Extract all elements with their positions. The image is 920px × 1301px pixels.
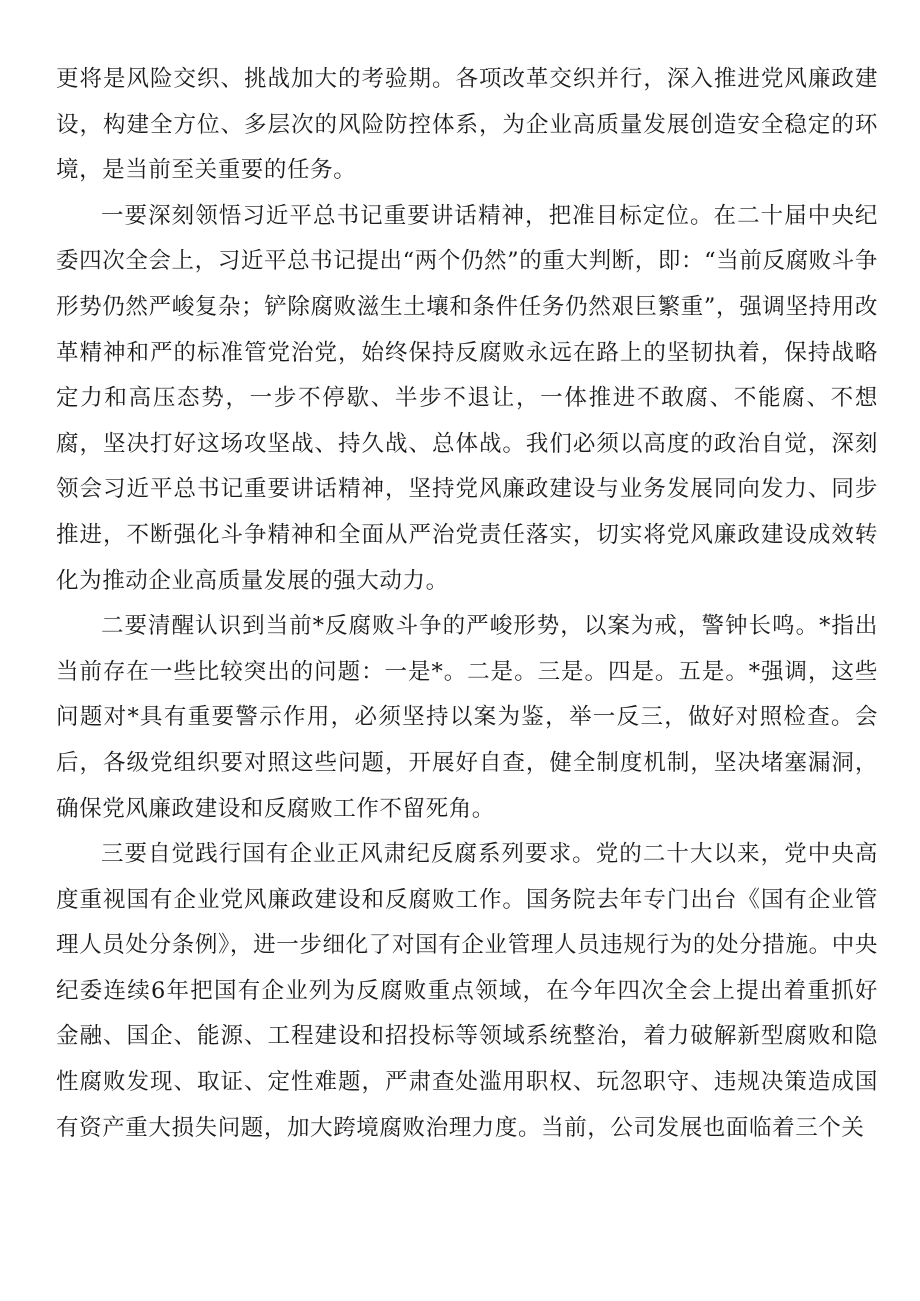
paragraph-point-three: 三要自觉践行国有企业正风肃纪反腐系列要求。党的二十大以来，党中央高度重视国有企业党风廉政建设和反腐败工作。国务院去年专门出台《国有企业管理人员处分条例》，进一步细化了对国有企业管理人员违规行为的处分措施。中央纪委连续6年把国有企业列为反腐败重点领域，在今年四次全会上提出着重抓好金融、国企、能源、工程建设和招投标等领域系统整治，着力破解新型腐败和隐性腐败发现、取证、定性难题，严肃查处滥用职权、玩忽职守、违规决策造成国有资产重大损失问题，加大跨境腐败治理力度。当前，公司发展也面临着三个关	[56, 841, 878, 1141]
paragraph-point-one: 一要深刻领悟习近平总书记重要讲话精神，把准目标定位。在二十届中央纪委四次全会上，习近平总书记提出“两个仍然”的重大判断，即：“当前反腐败斗争形势仍然严峻复杂；铲除腐败滋生土壤和条件任务仍然艰巨繁重”，强调坚持用改革精神和严的标准管党治党，始终保持反腐败永远在路上的坚韧执着，保持战略定力和高压态势，一步不停歇、半步不退让，一体推进不敢腐、不能腐、不想腐，坚决打好这场攻坚战、持久战、总体战。我们必须以高度的政治自觉，深刻领会习近平总书记重要讲话精神，坚持党风廉政建设与业务发展同向发力、同步推进，不断强化斗争精神和全面从严治党责任落实，切实将党风廉政建设成效转化为推动企业高质量发展的强大动力。	[56, 202, 878, 594]
document-body	[56, 57, 878, 1151]
paragraph-continued: 更将是风险交织、挑战加大的考验期。各项改革交织并行，深入推进党风廉政建设，构建全方位、多层次的风险防控体系，为企业高质量发展创造安全稳定的环境，是当前至关重要的任务。	[56, 66, 878, 184]
paragraph-point-two: 二要清醒认识到当前*反腐败斗争的严峻形势，以案为戒，警钟长鸣。*指出当前存在一些比较突出的问题：一是*。二是。三是。四是。五是。*强调，这些问题对*具有重要警示作用，必须坚持以案为鉴，举一反三，做好对照检查。会后，各级党组织要对照这些问题，开展好自查，健全制度机制，坚决堵塞漏洞，确保党风廉政建设和反腐败工作不留死角。	[56, 613, 878, 822]
